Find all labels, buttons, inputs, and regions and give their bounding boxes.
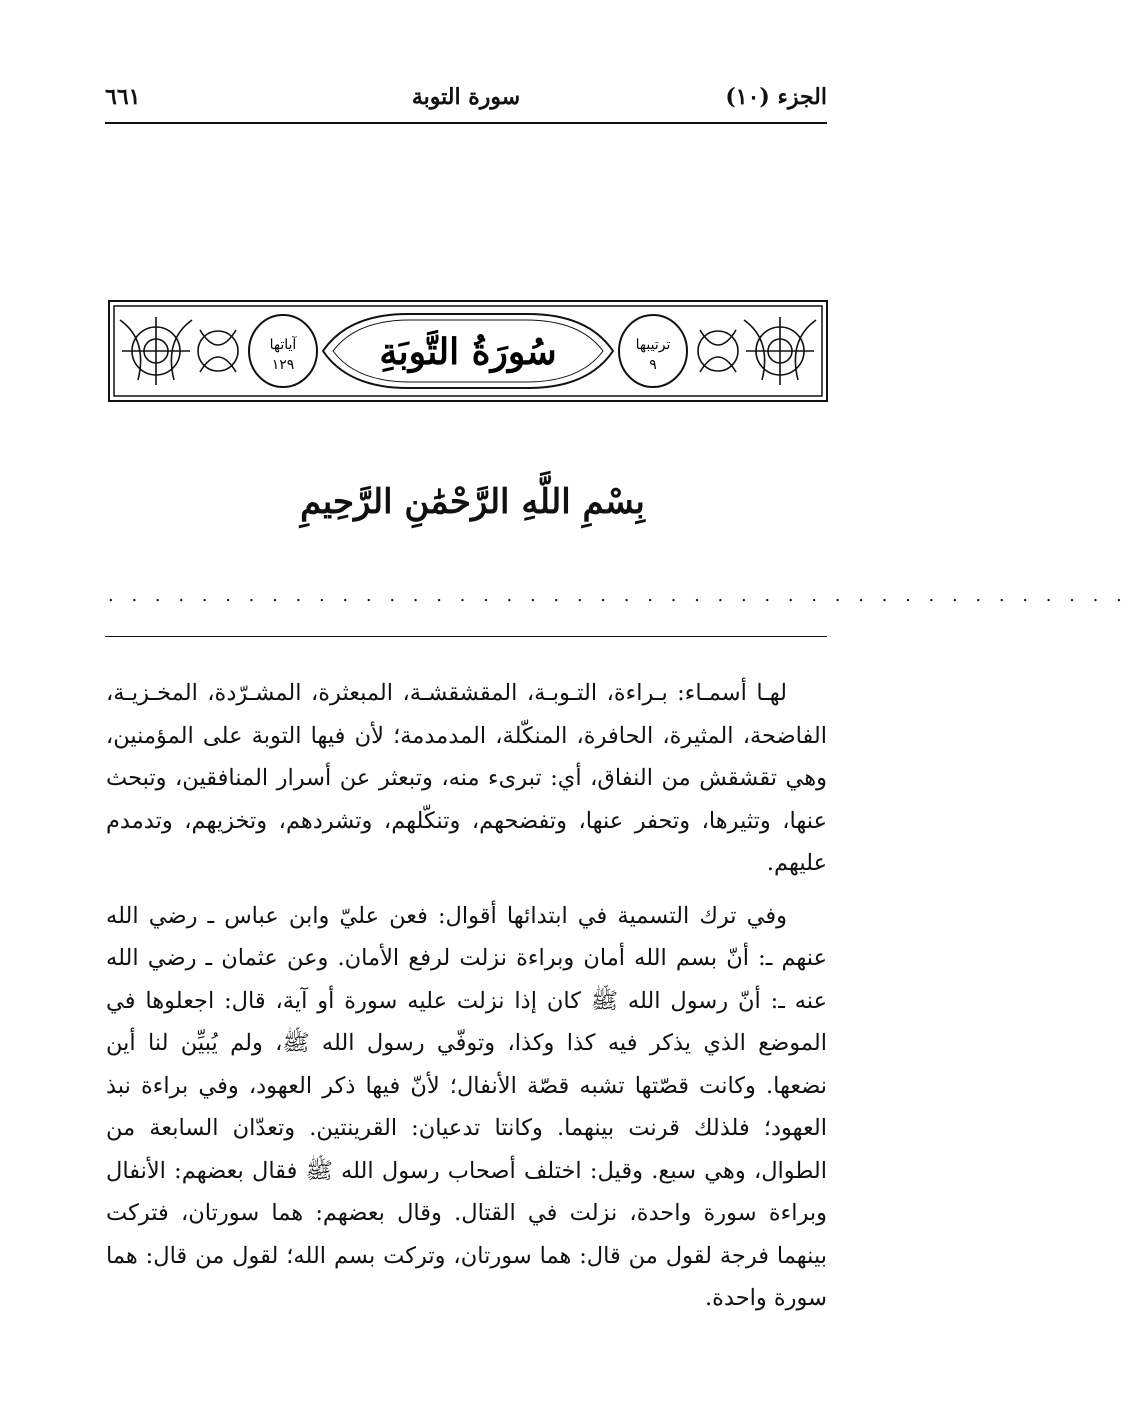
basmala: بِسْمِ اللَّهِ الرَّحْمَٰنِ الرَّحِيمِ [300,482,645,522]
order-label: ترتيبها [635,337,671,353]
part-number: الجزء (١٠) [725,84,827,110]
page-number: ٦٦١ [105,84,141,110]
separator-rule [105,636,827,637]
surah-name: سُورَةُ التَّوبَةِ [379,331,557,373]
right-ornament [698,317,816,385]
surah-title-banner [108,300,828,402]
verses-value: ١٢٩ [271,357,295,373]
order-value: ٩ [649,357,657,373]
separator-dots: . . . . . . . . . . . . . . . . . . . . . . . . . . . . . . . . . . . . . . . . . . . . [108,585,1128,606]
paragraph-names: لهـا أسمـاء: بـراءة، التـوبـة، المقشقشـة، المبعثرة، المشـرّدة، المخـزيـة، الفاضحة، المثيرة، الحافرة، المنكّلة، المدمدمة؛ لأن فيها التوبة على المؤمنين، وهي تقشقش من النفاق، أي: تبرىء منه، وتبعثر عن أسرار المنافقين، وتبحث عنها، وتثيرها، وتحفر عنها، وتفضحهم، وتنكّلهم، وتشردهم، وتخزيهم، وتدمدم عليهم. [106,680,827,876]
page-header [105,78,827,124]
body-text [106,672,827,1330]
verses-label: آياتها [269,337,297,353]
left-ornament [120,317,238,385]
verses-medallion [249,315,317,387]
paragraph-basmala-omission: وفي ترك التسمية في ابتدائها أقوال: فعن عليّ وابن عباس ـ رضي الله عنهم ـ: أنّ بسم الله أمان وبراءة نزلت لرفع الأمان. وعن عثمان ـ رضي الله عنه ـ: أنّ رسول الله ﷺ كان إذا نزلت عليه سورة أو آية، قال: اجعلوها في الموضع الذي يذكر فيه كذا وكذا، وتوفّي رسول الله ﷺ، ولم يُبيِّن لنا أين نضعها. وكانت قصّتها تشبه قصّة الأنفال؛ لأنّ فيها ذكر العهود، وفي براءة نبذ العهود؛ فلذلك قرنت بينهما. وكانتا تدعيان: القرينتين. وتعدّان السابعة من الطوال، وهي سبع. وقيل: اختلف أصحاب رسول الله ﷺ فقال بعضهم: الأنفال وبراءة سورة واحدة، نزلت في القتال. وقال بعضهم: هما سورتان، فتركت بينهما فرجة لقول من قال: هما سورتان، وتركت بسم الله؛ لقول من قال: هما سورة واحدة. [106,902,827,1311]
order-medallion [619,315,687,387]
running-title: سورة التوبة [411,84,521,110]
